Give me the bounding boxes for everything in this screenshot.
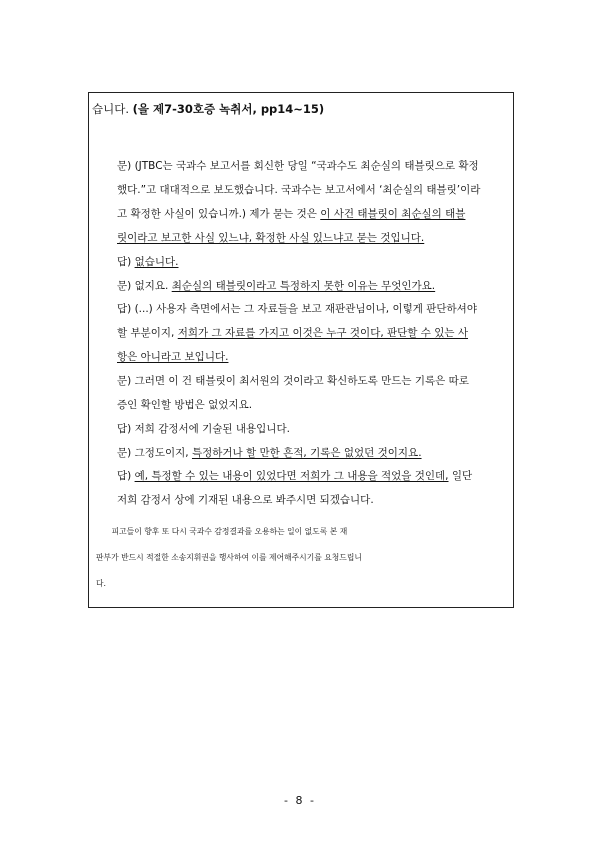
transcript-line bbox=[117, 396, 489, 414]
transcript-line bbox=[117, 181, 489, 199]
transcript-line bbox=[117, 157, 489, 175]
line-text: 문) 그러면 이 건 태블릿이 최서원의 것이라고 확신하도록 만드는 기록은 따로 bbox=[117, 375, 469, 387]
underlined-text: 항은 아니라고 보입니다. bbox=[117, 351, 229, 363]
underlined-text: 저희가 그 자료를 가지고 이것은 누구 것이다, 판단할 수 있는 사 bbox=[177, 327, 469, 339]
transcript-line bbox=[117, 372, 489, 390]
underlined-text: 릿이라고 보고한 사실 있느냐, 확정한 사실 있느냐고 묻는 것입니다. bbox=[117, 232, 425, 244]
line-text: 답) 저희 감정서에 기술된 내용입니다. bbox=[117, 423, 290, 435]
lead-text: 습니다. bbox=[92, 102, 129, 116]
line-text: 문) 그정도이지, bbox=[117, 447, 192, 459]
line-text: 증인 확인할 방법은 없었지요. bbox=[117, 399, 253, 411]
transcript-line bbox=[117, 300, 489, 318]
line-text: 답) bbox=[117, 470, 135, 482]
transcript-line bbox=[117, 444, 489, 462]
line-text: 했다.”고 대대적으로 보도했습니다. 국과수는 보고서에서 ‘최순실의 태블릿’이라 bbox=[117, 184, 481, 196]
evidence-citation: (을 제7-30호증 녹취서, pp14~15) bbox=[132, 102, 325, 116]
page-number: - 8 - bbox=[284, 794, 316, 807]
underlined-text: 최순실의 태블릿이라고 특정하지 못한 이유는 무엇인가요. bbox=[171, 280, 436, 292]
lead-line bbox=[92, 101, 324, 117]
closing-line: 판부가 반드시 적절한 소송지휘권을 행사하여 이를 제어해주시기를 요청드립니 bbox=[96, 553, 362, 562]
underlined-text: 없습니다. bbox=[134, 256, 179, 268]
transcript-line bbox=[117, 277, 489, 295]
line-text: 할 부분이지, bbox=[117, 327, 178, 339]
line-text: 고 확정한 사실이 있습니까.) 제가 묻는 것은 bbox=[117, 208, 321, 220]
line-text: 일단 bbox=[448, 470, 473, 482]
line-text: 저희 감정서 상에 기재된 내용으로 봐주시면 되겠습니다. bbox=[117, 494, 374, 506]
underlined-text: 이 사건 태블릿이 최순실의 태블 bbox=[320, 208, 466, 220]
transcript-line bbox=[117, 420, 489, 438]
closing-line: 피고들이 향후 또 다시 국과수 감정결과를 오용하는 일이 없도록 본 재 bbox=[96, 527, 348, 536]
closing-line: 다. bbox=[96, 579, 107, 588]
transcript-line bbox=[117, 467, 489, 485]
transcript-line bbox=[117, 348, 489, 366]
transcript-line bbox=[117, 229, 489, 247]
transcript-line bbox=[117, 253, 489, 271]
transcript-line bbox=[117, 491, 489, 509]
line-text: 답) bbox=[117, 256, 135, 268]
line-text: 문) 없지요. bbox=[117, 280, 172, 292]
line-text: 문) (JTBC는 국과수 보고서를 회신한 당일 “국과수도 최순실의 태블릿으로 확정 bbox=[117, 160, 479, 172]
transcript-line bbox=[117, 324, 489, 342]
line-text: 답) (...) 사용자 측면에서는 그 자료들을 보고 재판관님이나, 이렇게 판단하셔야 bbox=[117, 303, 477, 315]
underlined-text: 예, 특정할 수 있는 내용이 있었다면 저희가 그 내용을 적었을 것인데, bbox=[134, 470, 449, 482]
transcript-line bbox=[117, 205, 489, 223]
underlined-text: 특정하거나 할 만한 흔적, 기록은 없었던 것이지요. bbox=[191, 447, 422, 459]
